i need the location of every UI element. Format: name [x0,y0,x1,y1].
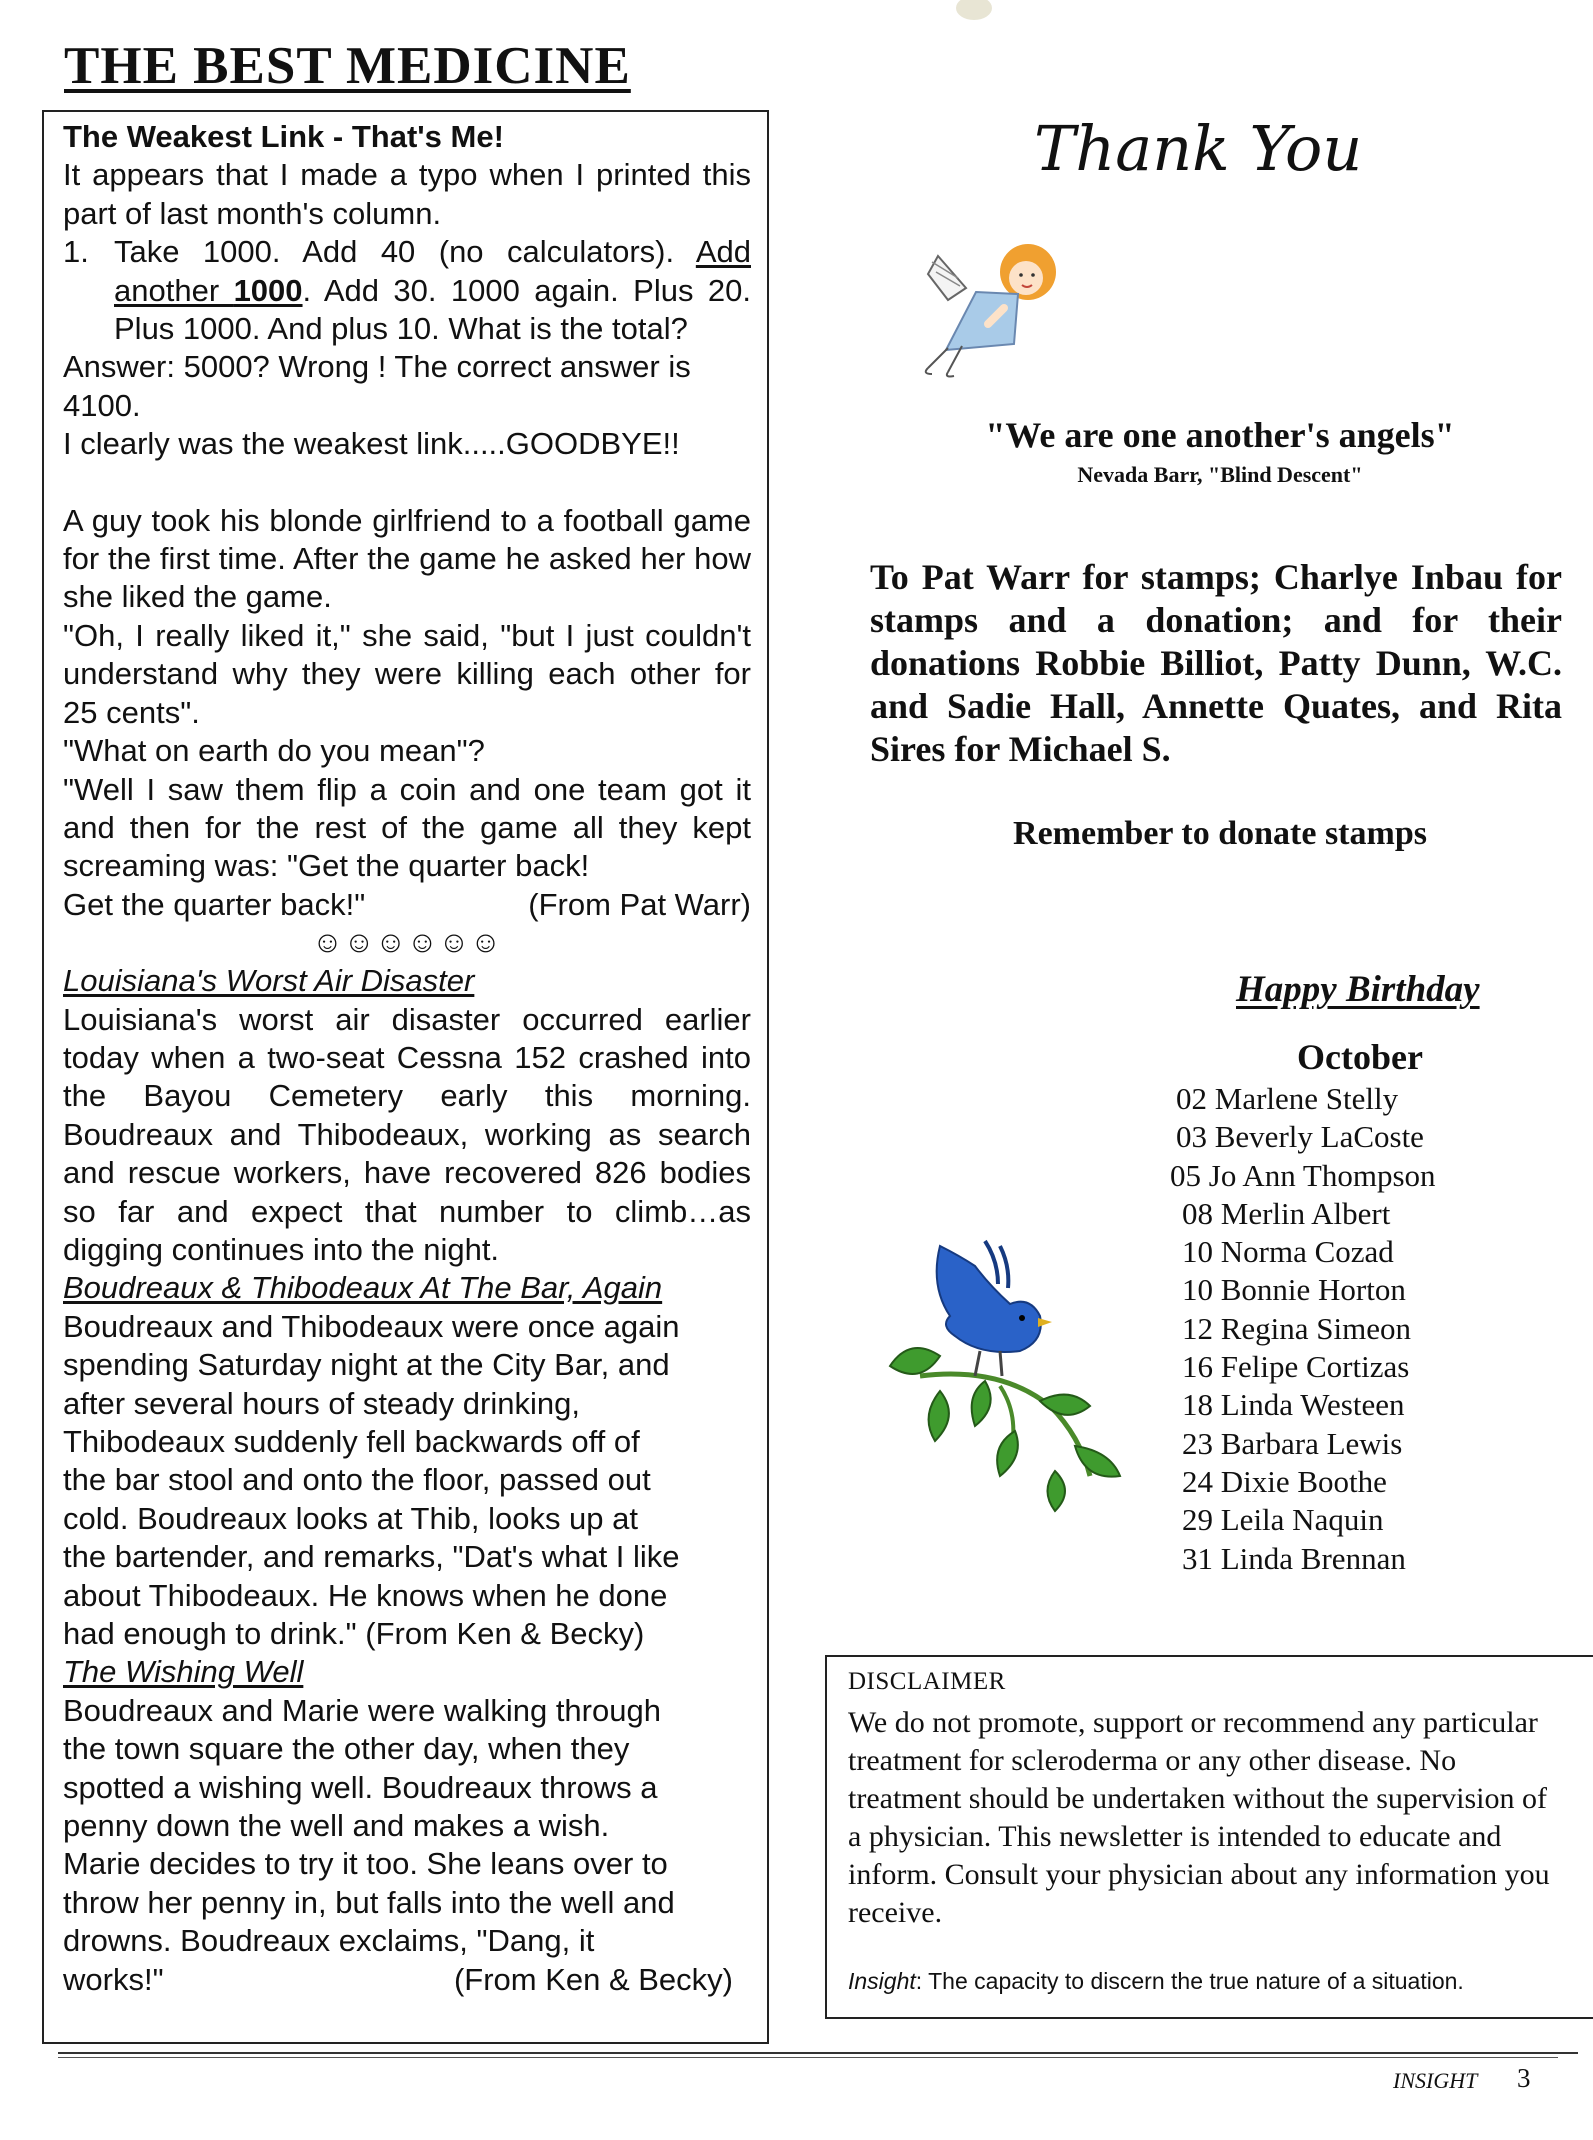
thank-you-title: Thank You [1034,112,1363,185]
disclaimer-text: We do not promote, support or recommend any particular treatment for scleroderma or any other disease. No treatment should be undertaken without the supervision of a physician. This newsletter is intended to educate and inform. Consult your physician about any information you receive. [848,1706,1550,1929]
birthday-entry: 23 Barbara Lewis [1182,1425,1403,1461]
birthday-list [1170,1080,1436,1578]
joke-heading: The Wishing Well [63,1654,304,1690]
birthday-entry: 03 Beverly LaCoste [1176,1119,1424,1155]
birthday-entry: 10 Norma Cozad [1182,1234,1394,1270]
joke-last-line: Get the quarter back!" [63,886,366,922]
text-line: Thibodeaux suddenly fell backwards off of [63,1424,640,1459]
birthday-month: October [1297,1037,1423,1077]
text-line: about Thibodeaux. He knows when he done [63,1577,668,1613]
text-line: had enough to drink." (From Ken & Becky) [63,1616,645,1652]
birthday-entry: 16 Felipe Cortizas [1182,1349,1410,1385]
joke-body [63,1308,751,1654]
insight-meaning: : The capacity to discern the true nature of a situation. [915,1968,1464,1994]
item-text: Take 1000. Add 40 (no calculators). Add another 1000. Add 30. 1000 again. Plus 20. Plus 1000. And plus 10. What is the total? [114,234,751,347]
birthday-entry: 31 Linda Brennan [1182,1540,1406,1576]
joke-heading: Boudreaux & Thibodeaux At The Bar, Again [63,1270,663,1306]
joke-credit-line [63,886,751,924]
text-line: spotted a wishing well. Boudreaux throws a [63,1769,658,1805]
stamps-reminder: Remember to donate stamps [1013,815,1427,852]
birthday-entry: 29 Leila Naquin [1182,1502,1384,1538]
text-line: Boudreaux and Marie were walking through [63,1692,661,1728]
paper-spot [950,0,998,24]
numbered-item [63,233,751,348]
text-line: cold. Boudreaux looks at Thib, looks up at [63,1500,638,1536]
quote-source: Nevada Barr, "Blind Descent" [1077,462,1363,487]
page-title: THE BEST MEDICINE [64,37,631,95]
birthday-entry: 10 Bonnie Horton [1182,1272,1406,1308]
smiley-divider: ☺☺☺☺☺☺ [312,926,502,960]
text-line: Marie decides to try it too. She leans over to [63,1846,668,1882]
joke-credit: (From Ken & Becky) [453,1961,733,1997]
joke-heading: Louisiana's Worst Air Disaster [63,963,475,999]
text-line: throw her penny in, but falls into the well and [63,1884,675,1920]
angel-icon [918,228,1098,378]
text-line: spending Saturday night at the City Bar, and [63,1347,670,1383]
text-line: after several hours of steady drinking, [63,1385,580,1421]
birthday-entry: 08 Merlin Albert [1182,1195,1391,1231]
bluebird-icon [880,1226,1130,1516]
joke-paragraph: "Oh, I really liked it," she said, "but I just couldn't understand why they were killing each other for 25 cents". [63,617,751,730]
joke-last-line: works!" [63,1961,164,1997]
joke-body [63,1692,751,1999]
joke-paragraph: "Well I saw them flip a coin and one team got it and then for the rest of the game all they kept screaming was: "Get the quarter back! [63,771,751,884]
item-number: 1. [63,234,89,270]
birthday-entry: 12 Regina Simeon [1182,1310,1412,1346]
joke-credit-line [63,1961,751,1999]
birthday-entry: 18 Linda Westeen [1182,1387,1405,1423]
joke-closing: I clearly was the weakest link.....GOODBYE!! [63,426,680,462]
joke-title: The Weakest Link - That's Me! [63,119,504,154]
footer-rule [58,2057,1558,2058]
birthday-entry: 24 Dixie Boothe [1182,1463,1387,1499]
jokes-column [63,118,751,1999]
insight-definition [848,1968,1588,1995]
text-line: the bar stool and onto the floor, passed out [63,1462,651,1498]
joke-credit: (From Pat Warr) [528,886,751,922]
joke-paragraph: "What on earth do you mean"? [63,733,485,769]
footer-rule [58,2052,1578,2054]
joke-intro: It appears that I made a typo when I printed this part of last month's column. [63,157,751,231]
text-line: the bartender, and remarks, "Dat's what I like [63,1539,680,1575]
text-line: Boudreaux and Thibodeaux were once again [63,1308,680,1344]
angel-quote: "We are one another's angels" [985,415,1455,455]
text-line: drowns. Boudreaux exclaims, "Dang, it [63,1923,595,1959]
joke-answer: Answer: 5000? Wrong ! The correct answer is 4100. [63,349,691,423]
birthday-entry: 05 Jo Ann Thompson [1170,1157,1436,1193]
joke-body: Louisiana's worst air disaster occurred earlier today when a two-seat Cessna 152 crashed into the Bayou Cemetery early this morning. Boudreaux and Thibodeaux, working as search and rescue workers, have recovered 826 bodies so far and expect that number to climb…as digging continues into the night. [63,1001,751,1267]
birthday-entry: 02 Marlene Stelly [1176,1081,1399,1116]
text-line: the town square the other day, when they [63,1731,630,1767]
footer-publication: INSIGHT [1393,2068,1478,2093]
text-line: penny down the well and makes a wish. [63,1808,610,1844]
insight-term: Insight [848,1968,916,1994]
page-number: 3 [1517,2063,1531,2093]
joke-paragraph: A guy took his blonde girlfriend to a football game for the first time. After the game he asked her how she liked the game. [63,502,751,615]
birthday-title: Happy Birthday [1236,969,1480,1010]
disclaimer-title: DISCLAIMER [848,1668,1006,1695]
thanks-text: To Pat Warr for stamps; Charlye Inbau for stamps and a donation; and for their donations Robbie Billiot, Patty Dunn, W.C. and Sadie Hall, Annette Quates, and Rita Sires for Michael S. [870,557,1562,769]
